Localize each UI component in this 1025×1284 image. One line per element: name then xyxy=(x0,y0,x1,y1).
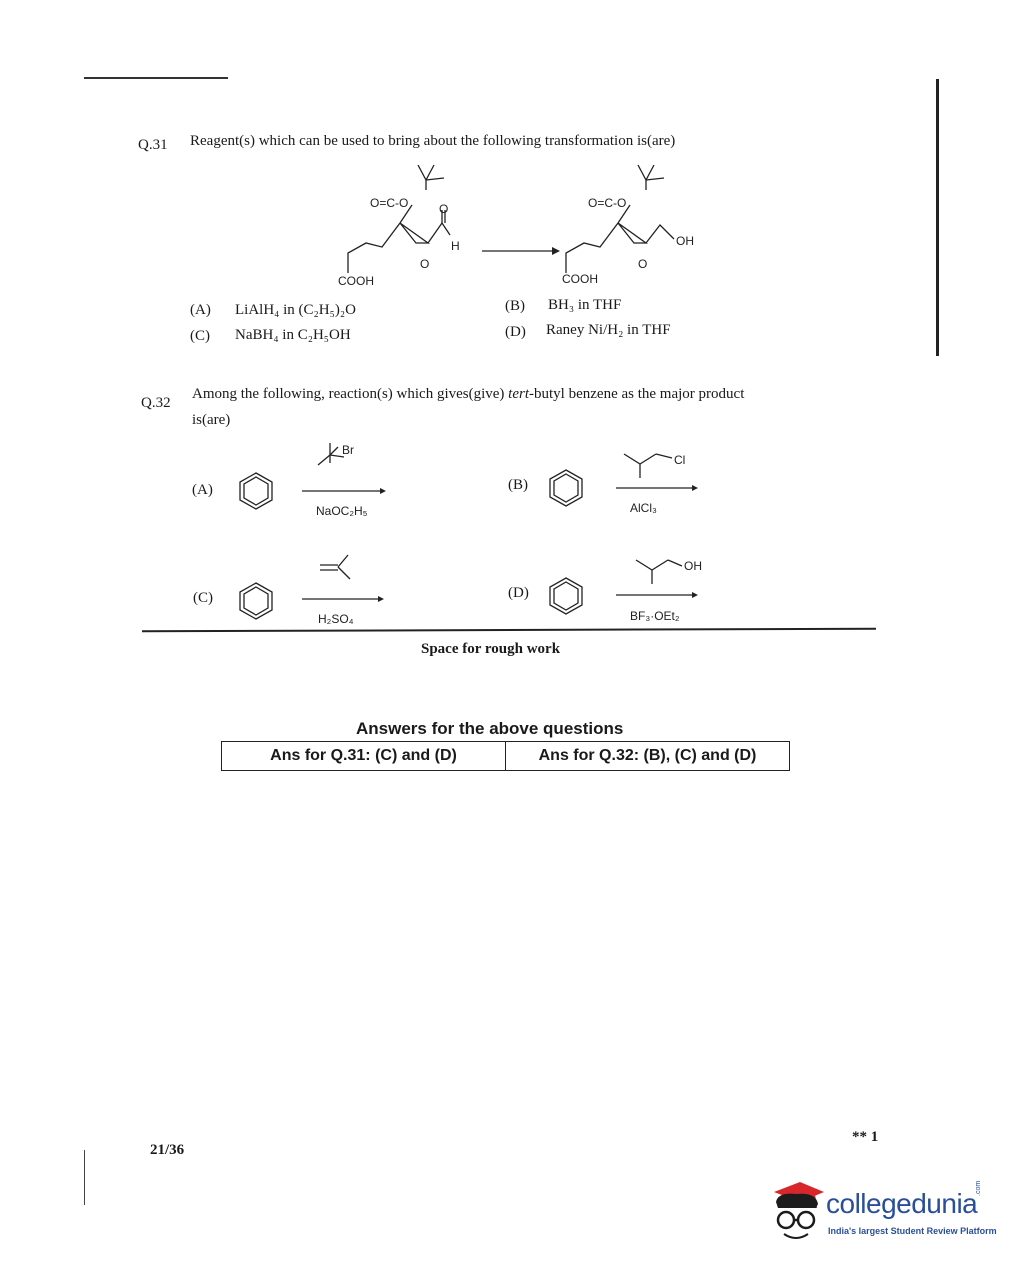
q32-option-a-scheme xyxy=(230,435,400,530)
marker: ** 1 xyxy=(852,1129,879,1145)
reagent-d-bottom: BF₃·OEt₂ xyxy=(630,609,680,623)
q32-option-c-label: (C) xyxy=(193,590,213,606)
reagent-b-bottom: AlCl₃ xyxy=(630,501,657,515)
q32-option-b-label: (B) xyxy=(508,477,528,493)
answer-q31: Ans for Q.31: (C) and (D) xyxy=(270,747,457,764)
q31-option-b-label: (B) xyxy=(505,298,525,314)
left-margin-rule xyxy=(84,1150,85,1205)
q31-option-a-text: LiAlH₄ in (C₂H₅)₂O xyxy=(235,302,356,318)
q32-option-c-scheme xyxy=(230,545,400,635)
q31-option-a-label: (A) xyxy=(190,302,211,318)
q32-option-d-scheme xyxy=(540,548,710,633)
collegedunia-logo xyxy=(766,1178,997,1248)
product-epoxide-o: O xyxy=(638,257,648,271)
reactant-ester-label: O=C‑O xyxy=(370,196,409,210)
logo-suffix: .com xyxy=(975,1180,982,1196)
reagent-d-top: OH xyxy=(684,559,702,573)
answer-q32: Ans for Q.32: (B), (C) and (D) xyxy=(505,742,789,770)
answers-table xyxy=(221,741,790,771)
logo-wordmark: collegedunia xyxy=(826,1188,978,1219)
q32-number: Q.32 xyxy=(141,395,171,411)
product-cooh: COOH xyxy=(562,272,598,286)
q31-option-c-text: NaBH₄ in C₂H₅OH xyxy=(235,327,351,343)
answers-heading: Answers for the above questions xyxy=(356,719,624,738)
reagent-a-bottom: NaOC₂H₅ xyxy=(316,504,368,518)
mascot-icon xyxy=(766,1178,828,1244)
reactant-epoxide-o: O xyxy=(420,257,430,271)
product-oh: OH xyxy=(676,234,694,248)
reagent-a-top: Br xyxy=(342,443,354,457)
rough-work-label: Space for rough work xyxy=(421,641,561,657)
reactant-cooh: COOH xyxy=(338,274,374,288)
right-margin-rule xyxy=(936,79,939,356)
top-rule xyxy=(84,77,228,79)
q31-option-c-label: (C) xyxy=(190,328,210,344)
q32-option-a-label: (A) xyxy=(192,482,213,498)
aldehyde-h: H xyxy=(451,239,460,253)
q31-option-b-text: BH₃ in THF xyxy=(548,297,622,313)
aldehyde-o: O xyxy=(439,202,449,216)
reagent-c-bottom: H₂SO₄ xyxy=(318,612,354,626)
q32-option-d-label: (D) xyxy=(508,585,529,601)
q31-option-d-label: (D) xyxy=(505,324,526,340)
q32-question: Among the following, reaction(s) which gives(give) tert-butyl benzene as the major product xyxy=(192,386,745,402)
q32-question-line2: is(are) xyxy=(192,412,231,428)
product-ester-label: O=C‑O xyxy=(588,196,627,210)
q31-option-d-text: Raney Ni/H₂ in THF xyxy=(546,322,671,338)
page-number: 21/36 xyxy=(150,1142,185,1158)
reagent-b-top: Cl xyxy=(674,453,686,467)
q31-question: Reagent(s) which can be used to bring about the following transformation is(are) xyxy=(190,133,676,149)
logo-tagline: India's largest Student Review Platform xyxy=(828,1226,997,1236)
q31-reaction-scheme xyxy=(300,155,720,295)
q32-option-b-scheme xyxy=(540,440,710,525)
q31-number: Q.31 xyxy=(138,137,168,153)
